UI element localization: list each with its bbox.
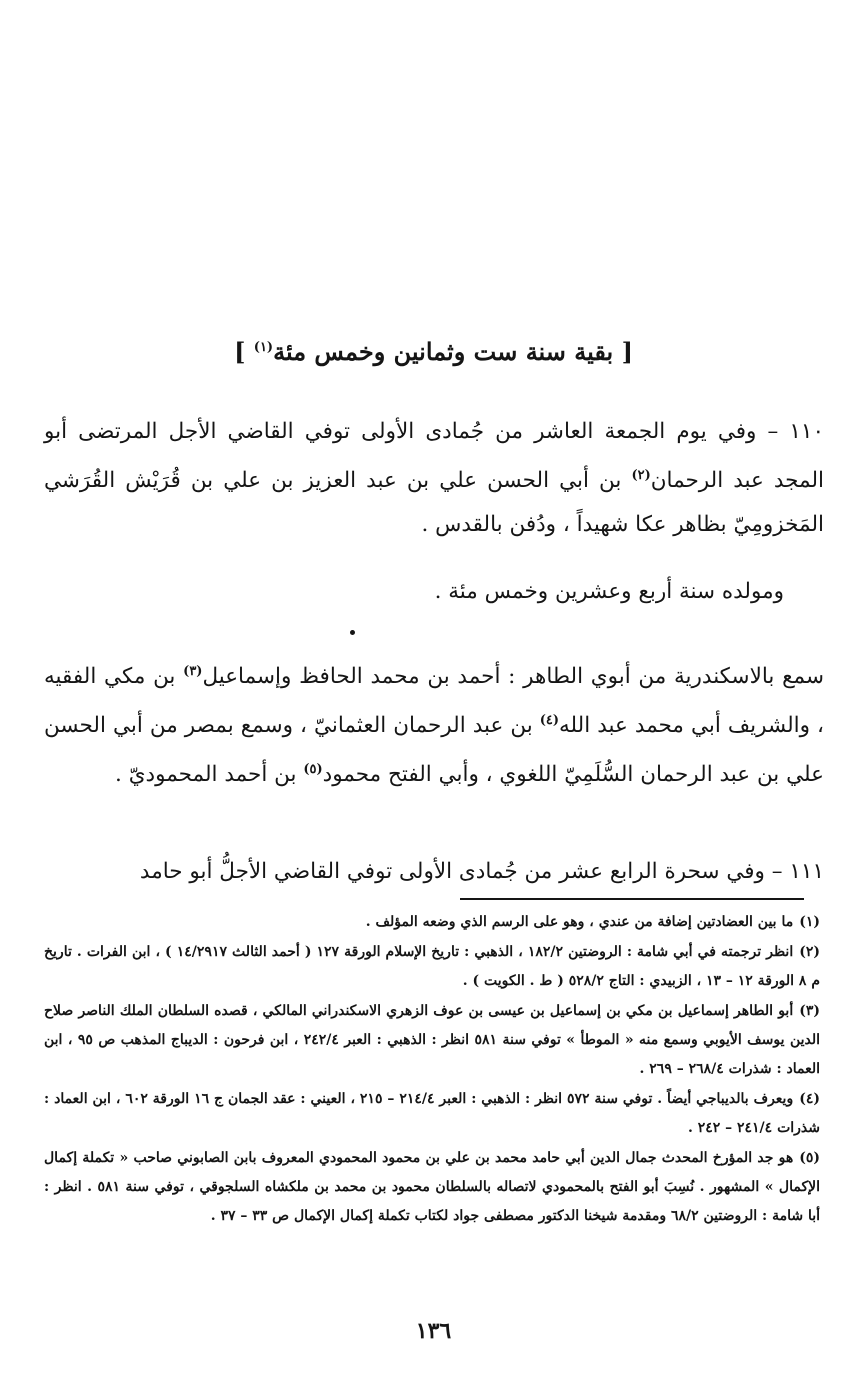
heading-footnote-ref: (١) — [253, 340, 274, 355]
footnote-text: ما بين العضادتين إضافة من عندي ، وهو على الرسم الذي وضعه المؤلف . — [365, 914, 794, 930]
paragraph-hearing — [44, 650, 824, 797]
paragraph-entry-111: ١١١ – وفي سحرة الرابع عشر من جُمادى الأولى توفي القاضي الأجلُّ أبو حامد — [139, 859, 824, 884]
footnote-2 — [44, 938, 820, 996]
footnote-text: انظر ترجمته في أبي شامة : الروضتين ١٨٢/٢ ، الذهبي : تاريخ الإسلام الورقة ١٢٧ ( أحمد الثالث ١٤/٢٩١٧ ) ، ابن الفرات . تاريخ م ٨ الورقة ١٢ – ١٣ ، الزبيدي : التاج ٥٢٨/٢ ( ط . الكويت ) . — [44, 944, 820, 989]
heading-open-bracket: [ — [621, 337, 633, 366]
footnote-3 — [44, 997, 820, 1084]
footnote-1 — [44, 908, 820, 937]
hearing-text-3: بن عبد الرحمان العثمانيّ ، وسمع بمصر من أبي الحسن علي بن عبد الرحمان السُّلَمِيّ اللغوي ، وأبي الفتح محمود — [44, 713, 824, 788]
footnote-5 — [44, 1144, 820, 1231]
footnote-separator — [460, 898, 804, 900]
footnote-ref-2: (٢) — [631, 468, 651, 483]
entry-110-text-2: بن أبي الحسن علي بن عبد العزيز بن علي بن قُرَيْش القُرَشي المَخزومِيّ بظاهر عكا شهيداً ، ودُفن بالقدس . — [44, 468, 824, 538]
footnote-4 — [44, 1085, 820, 1143]
footnote-ref-5: (٥) — [303, 762, 323, 778]
hearing-text-2: بن مكي الفقيه ، والشريف أبي محمد عبد الله — [44, 664, 825, 739]
heading-text: بقية سنة ست وثمانين وخمس مئة — [273, 337, 614, 366]
footnote-number: (١) — [799, 914, 820, 930]
footnote-number: (٢) — [799, 944, 821, 960]
heading-close-bracket: ] — [234, 337, 246, 366]
stray-dot — [350, 630, 355, 635]
section-heading — [0, 330, 867, 370]
footnote-text: ويعرف بالديباجي أيضاً . توفي سنة ٥٧٢ انظر : الذهبي : العبر ٢١٤/٤ – ٢١٥ ، العيني : عقد الجمان ج ١٦ الورقة ٦٠٢ ، ابن العماد : شذرات ٢٤١/٤ – ٢٤٢ . — [44, 1091, 820, 1136]
footnote-number: (٥) — [799, 1150, 820, 1166]
footnote-text: أبو الطاهر إسماعيل بن مكي بن إسماعيل بن عيسى بن عوف الزهري الاسكندراني المالكي ، قصده السلطان الملك الناصر صلاح الدين يوسف الأيوبي وسمع منه « الموطأ » توفي سنة ٥٨١ انظر : الذهبي : العبر ٢٤٢/٤ ، ابن فرحون : الديباج المذهب ص ٩٥ ، ابن العماد : شذرات ٢٦٨/٤ – ٢٦٩ . — [44, 1003, 820, 1077]
footnote-text: هو جد المؤرخ المحدث جمال الدين أبي حامد محمد بن علي بن محمود المحمودي المعروف بابن الصابوني صاحب « تكملة إكمال الإكمال » المشهور . نُسِبَ أبو الفتح بالمحمودي لاتصاله بالسلطان محمود بن محمد بن ملكشاه السلجوقي ، توفي سنة ٥٨١ . انظر : أبا شامة : الروضتين ٦٨/٢ ومقدمة شيخنا الدكتور مصطفى جواد لكتاب تكملة إكمال الإكمال ص ٣٣ – ٣٧ . — [44, 1150, 820, 1224]
paragraph-entry-110 — [44, 410, 824, 547]
footnote-ref-3: (٣) — [183, 664, 203, 679]
hearing-text-1: سمع بالاسكندرية من أبوي الطاهر : أحمد بن محمد الحافظ وإسماعيل — [202, 664, 824, 690]
footnote-ref-4: (٤) — [539, 713, 560, 729]
hearing-text-4: بن أحمد المحموديّ . — [115, 762, 304, 788]
footnote-number: (٣) — [799, 1003, 820, 1019]
page-number: ١٣٦ — [415, 1318, 452, 1344]
footnotes — [44, 908, 820, 1232]
paragraph-birth: ومولده سنة أربع وعشرين وخمس مئة . — [434, 579, 784, 604]
entry-110-text-1: ١١٠ – وفي يوم الجمعة العاشر من جُمادى الأولى توفي القاضي الأجل المرتضى أبو المجد عبد الرحمان — [44, 419, 824, 494]
footnote-number: (٤) — [799, 1091, 820, 1107]
